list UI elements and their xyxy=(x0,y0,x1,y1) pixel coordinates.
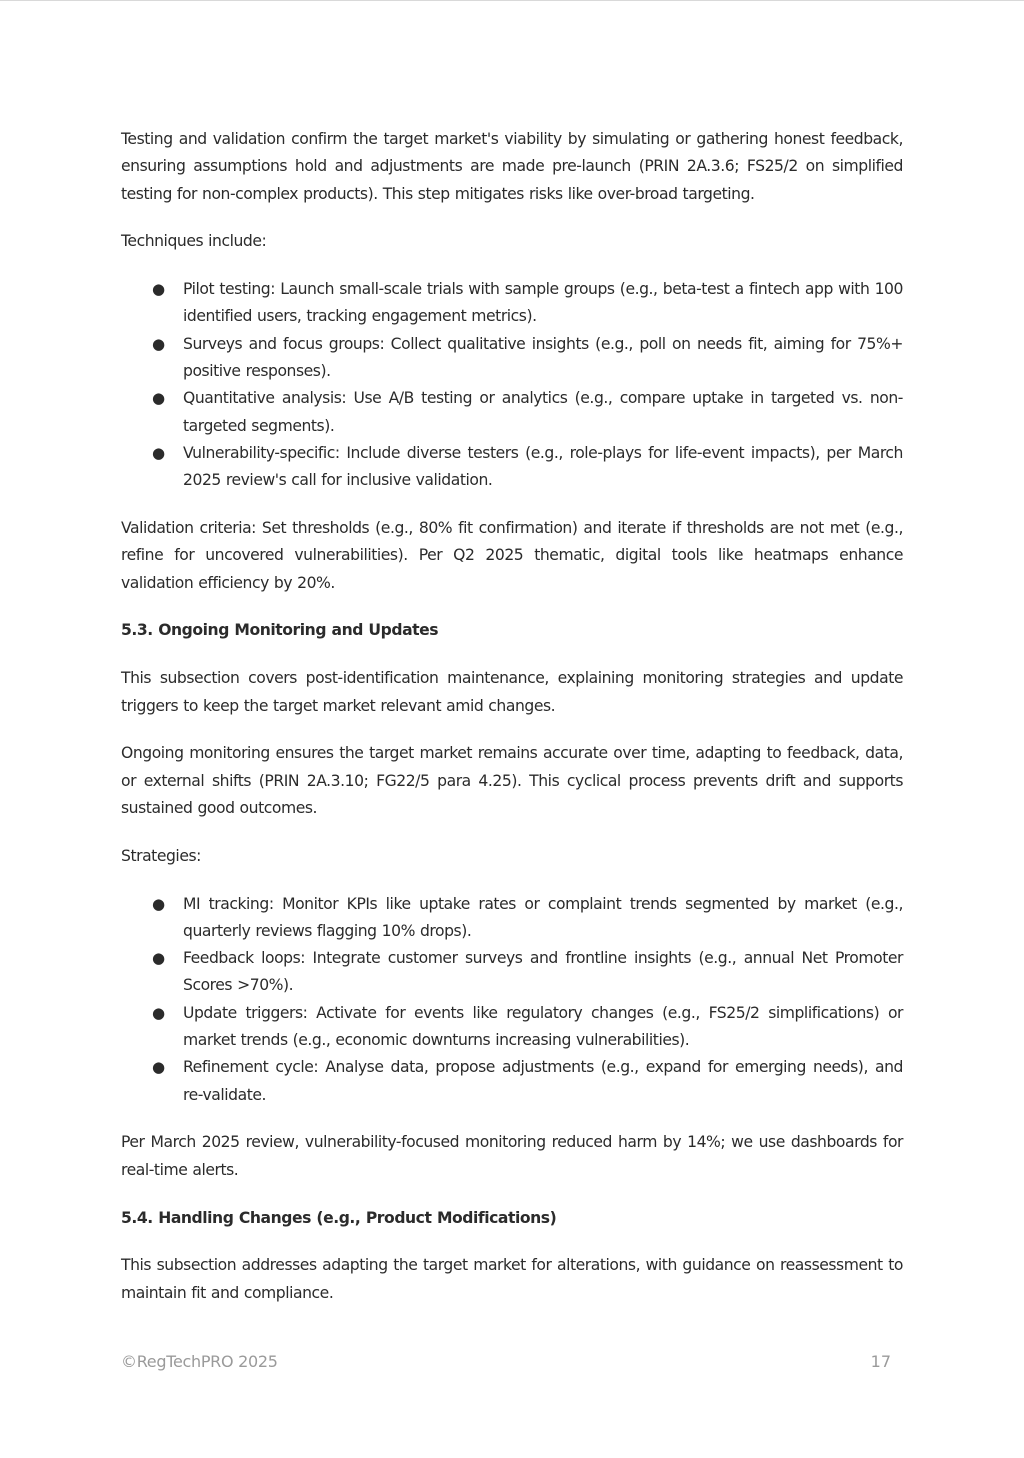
handling-changes-paragraph: This subsection addresses adapting the target market for alterations, with guidance on reassessment to maintain fit and compliance. xyxy=(121,1256,903,1302)
intro-paragraph: Testing and validation confirm the target market's viability by simulating or gathering honest feedback, ensuring assumptions hold and adjustments are made pre-launch (PRIN 2A.3.6; FS25/2 on simplified testing for non-complex products). This step mitigates risks like over-broad targeting. xyxy=(121,130,903,203)
list-item-text: Update triggers: Activate for events like regulatory changes (e.g., FS25/2 simplifications) or market trends (e.g., economic downturns increasing vulnerabilities). xyxy=(183,1003,903,1050)
bullet-icon: ● xyxy=(152,1058,165,1077)
footer-copyright: ©RegTechPRO 2025 xyxy=(121,1352,278,1371)
list-item xyxy=(121,440,903,495)
footer-page-number: 17 xyxy=(870,1352,891,1371)
techniques-list xyxy=(121,276,903,494)
bullet-icon: ● xyxy=(152,949,165,968)
subsection-summary-paragraph: This subsection covers post-identification maintenance, explaining monitoring strategies and update triggers to keep the target market relevant amid changes. xyxy=(121,669,903,715)
section-heading-5-3: 5.3. Ongoing Monitoring and Updates xyxy=(121,621,439,640)
list-item xyxy=(121,891,903,946)
list-item xyxy=(121,276,903,331)
bullet-icon: ● xyxy=(152,894,165,913)
list-item xyxy=(121,1000,903,1055)
list-item xyxy=(121,385,903,440)
list-item-text: MI tracking: Monitor KPIs like uptake rates or complaint trends segmented by market (e.g., quarterly reviews flagging 10% drops). xyxy=(183,894,903,940)
monitoring-paragraph: Ongoing monitoring ensures the target market remains accurate over time, adapting to feedback, data, or external shifts (PRIN 2A.3.10; FG22/5 para 4.25). This cyclical process prevents drift and supports sustained good outcomes. xyxy=(121,744,903,817)
strategies-lead-in: Strategies: xyxy=(121,846,201,865)
list-item-text: Feedback loops: Integrate customer surveys and frontline insights (e.g., annual Net Promoter Scores >70%). xyxy=(183,949,903,995)
bullet-icon: ● xyxy=(152,280,165,299)
list-item-text: Pilot testing: Launch small-scale trials with sample groups (e.g., beta-test a fintech app with 100 identified users, tracking engagement metrics). xyxy=(183,280,903,326)
page-top-rule xyxy=(0,0,1024,1)
validation-criteria-paragraph: Validation criteria: Set thresholds (e.g., 80% fit confirmation) and iterate if thresholds are not met (e.g., refine for uncovered vulnerabilities). Per Q2 2025 thematic, digital tools like heatmaps enhance validation efficiency by 20%. xyxy=(121,519,903,592)
bullet-icon: ● xyxy=(152,389,165,408)
strategies-list xyxy=(121,891,903,1109)
list-item-text: Surveys and focus groups: Collect qualitative insights (e.g., poll on needs fit, aiming for 75%+ positive responses). xyxy=(183,334,903,381)
section-heading-5-4: 5.4. Handling Changes (e.g., Product Modifications) xyxy=(121,1208,557,1227)
document-body xyxy=(121,126,903,1327)
bullet-icon: ● xyxy=(152,1003,165,1022)
list-item xyxy=(121,945,903,1000)
list-item-text: Vulnerability-specific: Include diverse testers (e.g., role-plays for life-event impacts), per March 2025 review's call for inclusive validation. xyxy=(183,443,903,490)
review-results-paragraph: Per March 2025 review, vulnerability-focused monitoring reduced harm by 14%; we use dashboards for real-time alerts. xyxy=(121,1133,903,1179)
techniques-lead-in: Techniques include: xyxy=(121,232,267,251)
bullet-icon: ● xyxy=(152,443,165,462)
bullet-icon: ● xyxy=(152,334,165,353)
list-item xyxy=(121,331,903,386)
list-item xyxy=(121,1054,903,1109)
list-item-text: Refinement cycle: Analyse data, propose adjustments (e.g., expand for emerging needs), and re-validate. xyxy=(183,1058,903,1104)
list-item-text: Quantitative analysis: Use A/B testing or analytics (e.g., compare uptake in targeted vs. non-targeted segments). xyxy=(183,389,903,435)
